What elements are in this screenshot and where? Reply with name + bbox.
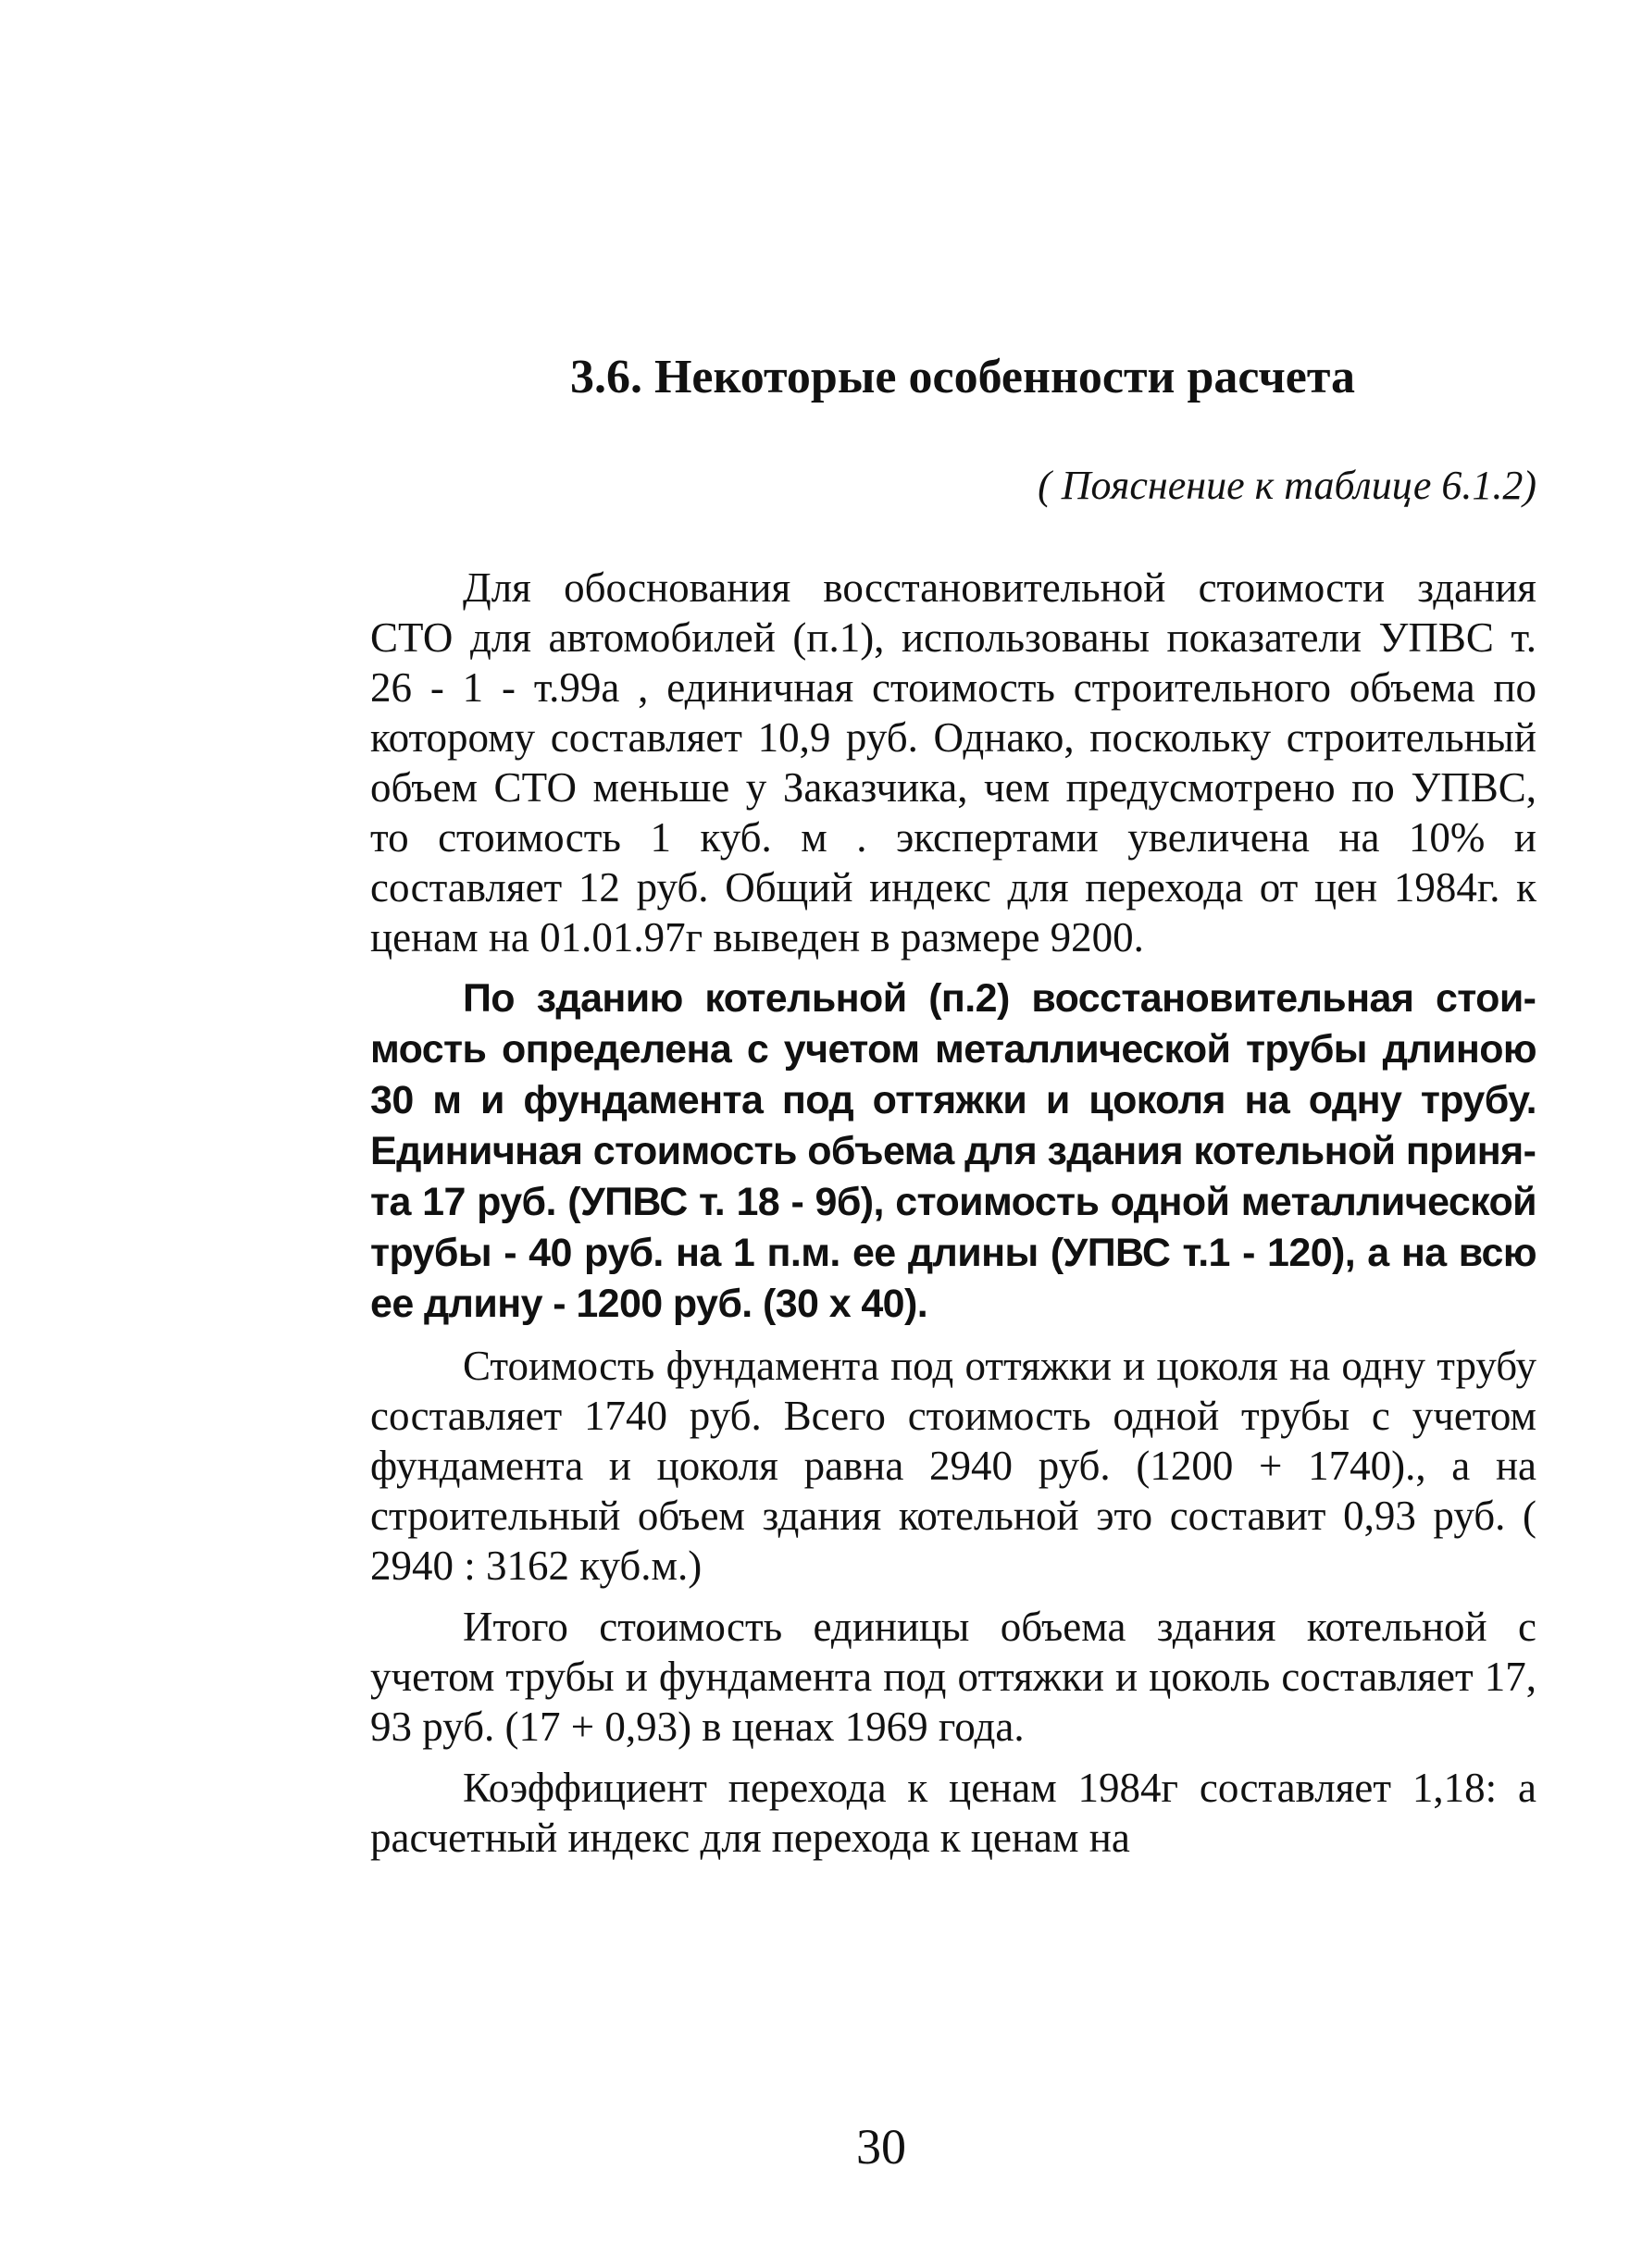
paragraph-1: Для обоснования восстановительной стоимости здания СТО для автомобилей (п.1), использованы показатели УПВС т. 26 - 1 - т.99а , единичная стоимость строительного объема по которому составляет 10,9 руб. Однако, поскольку строительный объем СТО меньше у Заказчика, чем предусмотрено по УПВС, то стоимость 1 куб. м . экспертами увеличена на 10% и составляет 12 руб. Общий индекс для перехода от цен 1984г. к ценам на 01.01.97г выведен в размере 9200.	[370, 564, 1536, 960]
section-subtitle: ( Пояснение к таблице 6.1.2)	[1038, 463, 1536, 508]
paragraph-2: По зданию котельной (п.2) восстановительная стоимость определена с учетом металлической трубы длиною 30 м и фундамента под оттяжки и цоколя на одну трубу. Единичная стоимость объема для здания котельной принята 17 руб. (УПВС т. 18 - 9б), стоимость одной металлической трубы - 40 руб. на 1 п.м. ее длины (УПВС т.1 - 120), а на всю ее длину - 1200 руб. (30 х 40).	[370, 976, 1536, 1326]
section-title: 3.6. Некоторые особенности расчета	[569, 351, 1356, 403]
paragraph-3: Стоимость фундамента под оттяжки и цоколя на одну трубу составляет 1740 руб. Всего стоимость одной трубы с учетом фундамента и цоколя равна 2940 руб. (1200 + 1740)., а на строительный объем здания котельной это составит 0,93 руб. ( 2940 : 3162 куб.м.)	[370, 1343, 1536, 1589]
paragraph-5: Коэффициент перехода к ценам 1984г составляет 1,18: а расчетный индекс для перехода к ценам на	[370, 1765, 1536, 1861]
page-number: 30	[856, 2119, 906, 2175]
paragraph-4: Итого стоимость единицы объема здания котельной с учетом трубы и фундамента под оттяжки и цоколь составляет 17, 93 руб. (17 + 0,93) в ценах 1969 года.	[370, 1604, 1536, 1750]
document-page	[370, 333, 1536, 1874]
